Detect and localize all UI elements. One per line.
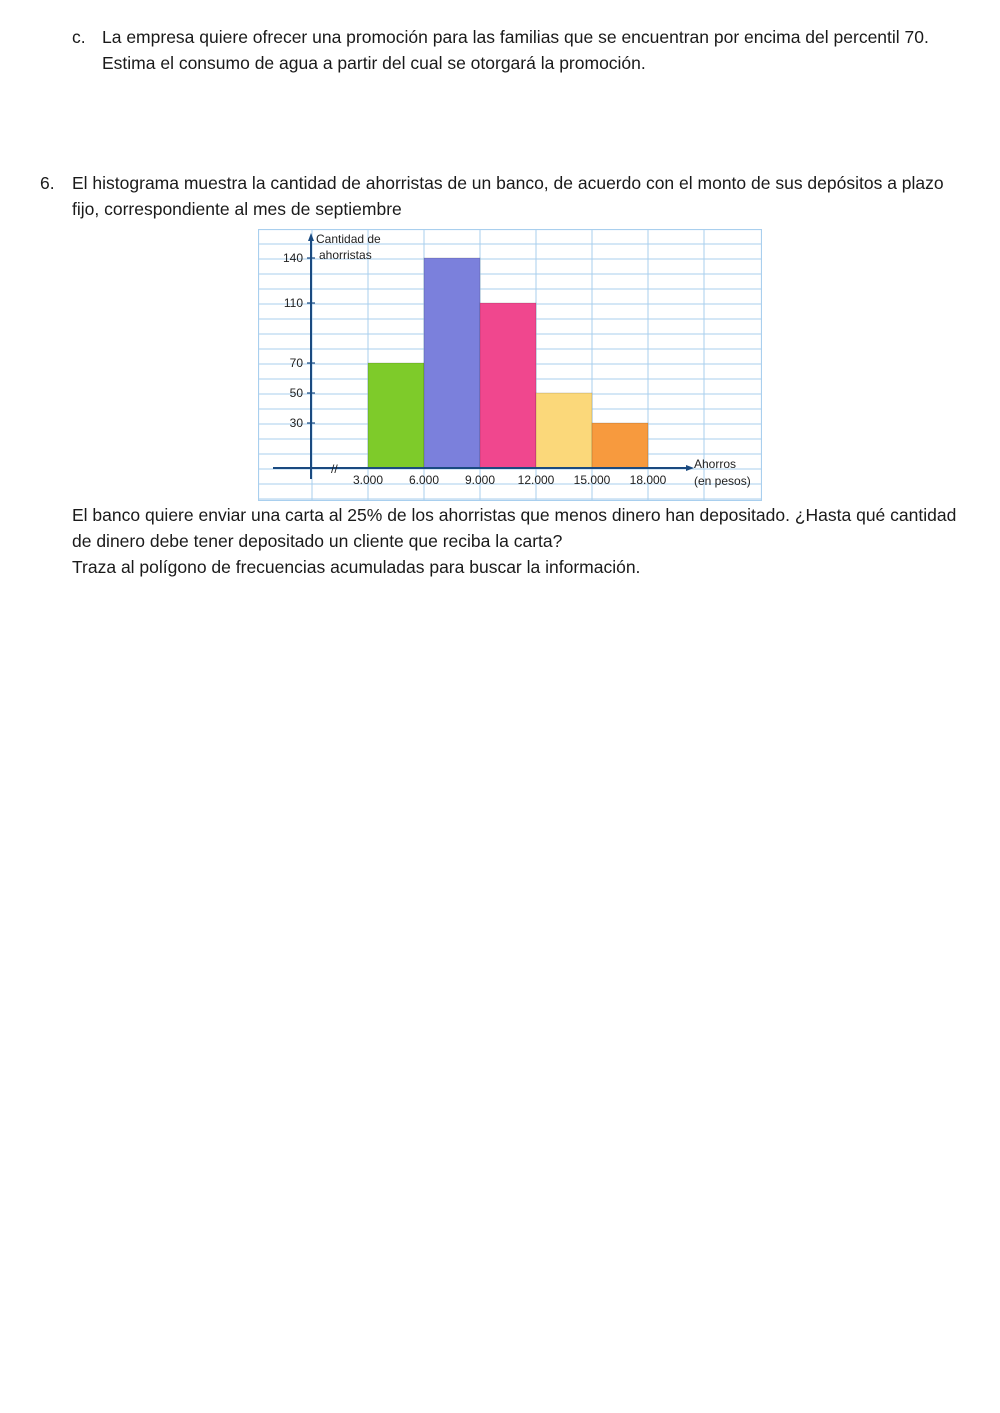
histogram-figure xyxy=(258,229,762,501)
x-tick-label: 3.000 xyxy=(352,473,384,487)
histogram-chart xyxy=(258,229,762,501)
question-c-text: La empresa quiere ofrecer una promoción para las familias que se encuentran por encima del percentil 70. Estima el consumo de agua a partir del cual se otorgará la promoción. xyxy=(102,27,929,73)
histogram-bar xyxy=(424,258,480,468)
y-tick-label: 70 xyxy=(289,356,303,370)
x-tick-label: 6.000 xyxy=(408,473,440,487)
question-6-marker: 6. xyxy=(40,173,55,193)
histogram-bar xyxy=(536,393,592,468)
histogram-bar xyxy=(368,363,424,468)
y-axis-arrow xyxy=(308,233,314,241)
y-tick-label: 140 xyxy=(282,251,303,265)
x-tick-label: 9.000 xyxy=(464,473,496,487)
x-tick-label: 12.000 xyxy=(517,473,555,487)
question-6-instruction: Traza al polígono de frecuencias acumuladas para buscar la información. xyxy=(72,557,641,577)
histogram-bar xyxy=(480,303,536,468)
y-tick-label: 30 xyxy=(289,416,303,430)
question-6-followup xyxy=(72,502,962,580)
histogram-bar xyxy=(592,423,648,468)
y-tick-label: 50 xyxy=(289,386,303,400)
y-axis-title-line1: Cantidad de xyxy=(316,232,381,246)
x-axis-arrow xyxy=(686,465,694,471)
y-tick-label: 110 xyxy=(283,296,303,310)
question-c-marker: c. xyxy=(72,27,86,47)
x-axis-title-line2: (en pesos) xyxy=(694,474,751,488)
axis-break-mark: // xyxy=(331,462,338,476)
question-6 xyxy=(40,170,960,222)
x-axis-title-line1: Ahorros xyxy=(694,457,737,471)
y-axis-title-line2: ahorristas xyxy=(319,248,372,262)
x-tick-label: 18.000 xyxy=(629,473,667,487)
question-6-text: El histograma muestra la cantidad de ahorristas de un banco, de acuerdo con el monto de sus depósitos a plazo fijo, correspondiente al mes de septiembre xyxy=(72,173,944,219)
question-c xyxy=(72,24,962,76)
question-6-prompt: El banco quiere enviar una carta al 25% de los ahorristas que menos dinero han depositado. ¿Hasta qué cantidad de dinero debe tener depositado un cliente que reciba la carta? xyxy=(72,505,957,551)
x-tick-label: 15.000 xyxy=(573,473,611,487)
